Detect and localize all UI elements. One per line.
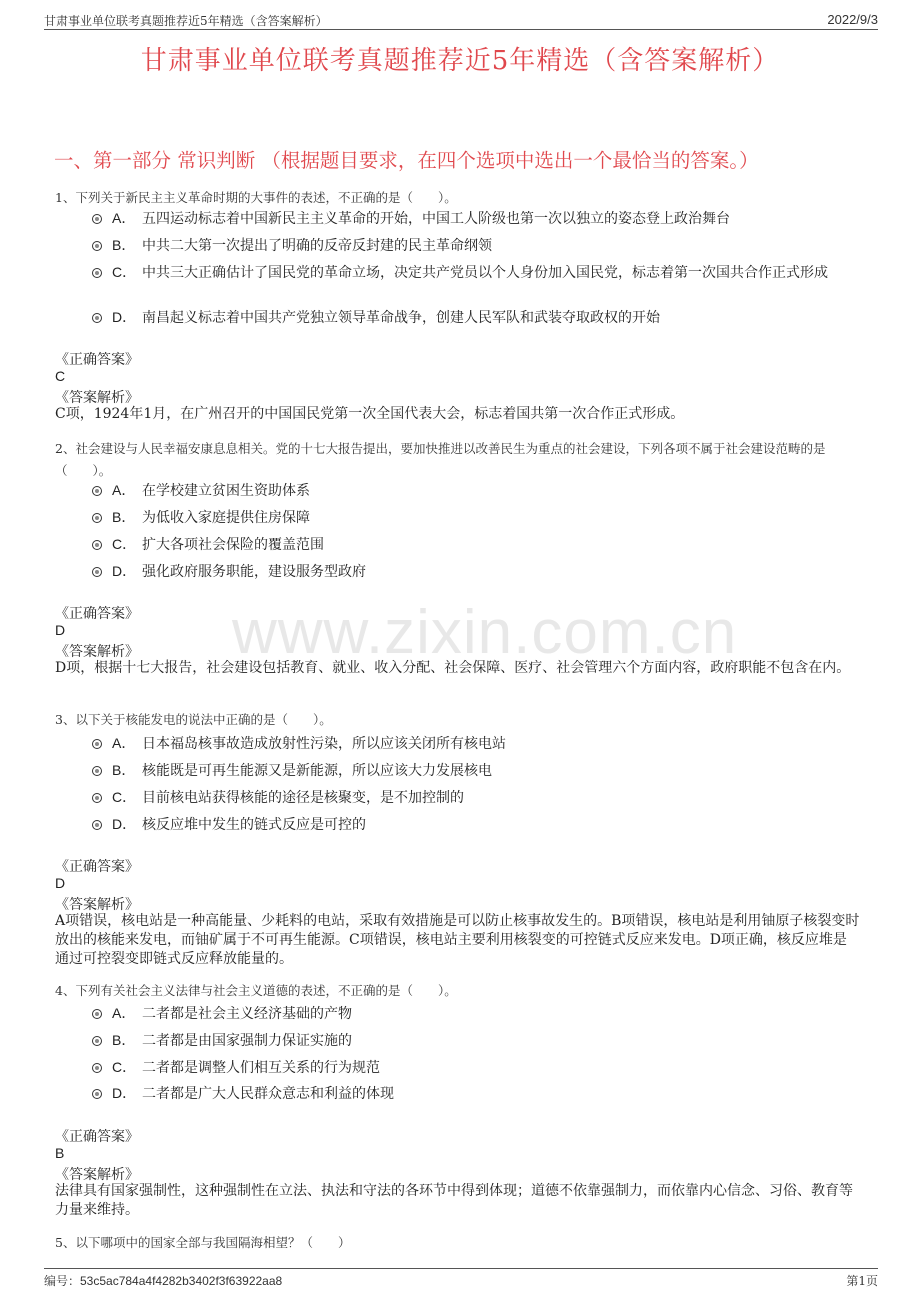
question-2-text: 2、社会建设与人民幸福安康息息相关。党的十七大报告提出，要加快推进以改善民生为重点的社会建设，下列各项不属于社会建设范畴的是（ ）。 <box>55 441 826 478</box>
question-3-option-c[interactable]: C． 目前核电站获得核能的途径是核聚变，是不加控制的 <box>92 786 862 810</box>
question-4-text: 4、下列有关社会主义法律与社会主义道德的表述，不正确的是（ ）。 <box>55 983 457 998</box>
radio-icon[interactable] <box>92 793 102 803</box>
analysis-label: 《答案解析》 <box>55 1167 139 1183</box>
radio-icon[interactable] <box>92 1063 102 1073</box>
page-footer <box>44 1272 878 1290</box>
question-1-option-c[interactable]: C． 中共三大正确估计了国民党的革命立场，决定共产党员以个人身份加入国民党，标志着第一次国共合作正式形成 <box>92 261 862 285</box>
question-2-option-d[interactable]: D． 强化政府服务职能，建设服务型政府 <box>92 560 862 584</box>
radio-icon[interactable] <box>92 1036 102 1046</box>
question-4-option-d[interactable]: D． 二者都是广大人民群众意志和利益的体现 <box>92 1082 862 1106</box>
footer-doc-id: 编号：53c5ac784a4f4282b3402f3f63922aa8 <box>44 1274 283 1288</box>
question-3-analysis: A项错误，核电站是一种高能量、少耗料的电站，采取有效措施是可以防止核事故发生的。B项错误，核电站是利用铀原子核裂变时放出的核能来发电，而铀矿属于不可再生能源。C项错误，核电站主要利用核裂变的可控链式反应来发电。D项正确，核反应堆是通过可控裂变即链式反应释放能量的。 <box>55 913 860 967</box>
question-1-option-d[interactable]: D． 南昌起义标志着中国共产党独立领导革命战争，创建人民军队和武装夺取政权的开始 <box>92 306 862 330</box>
radio-icon[interactable] <box>92 567 102 577</box>
footer-divider <box>44 1268 878 1269</box>
correct-answer-label: 《正确答案》 <box>55 352 139 368</box>
question-3-option-a[interactable]: A． 日本福岛核事故造成放射性污染，所以应该关闭所有核电站 <box>92 732 862 756</box>
correct-answer-label: 《正确答案》 <box>55 606 139 622</box>
header-doc-title: 甘肃事业单位联考真题推荐近5年精选（含答案解析） <box>44 14 328 28</box>
radio-icon[interactable] <box>92 313 102 323</box>
question-5-text: 5、以下哪项中的国家全部与我国隔海相望？（ ） <box>55 1235 351 1250</box>
radio-icon[interactable] <box>92 241 102 251</box>
watermark: www.zixin.com.cn <box>232 598 738 667</box>
question-4-analysis: 法律具有国家强制性，这种强制性在立法、执法和守法的各环节中得到体现；道德不依靠强制力，而依靠内心信念、习俗、教育等力量来维持。 <box>55 1183 853 1218</box>
header-date: 2022/9/3 <box>827 12 878 27</box>
header-divider <box>44 29 878 30</box>
radio-icon[interactable] <box>92 1009 102 1019</box>
radio-icon[interactable] <box>92 820 102 830</box>
question-3-text: 3、以下关于核能发电的说法中正确的是（ ）。 <box>55 712 332 727</box>
question-4-option-b[interactable]: B． 二者都是由国家强制力保证实施的 <box>92 1029 862 1053</box>
correct-answer-label: 《正确答案》 <box>55 859 139 875</box>
radio-icon[interactable] <box>92 513 102 523</box>
footer-page-number: 第1页 <box>846 1274 878 1288</box>
section-title: 一、第一部分 常识判断 （根据题目要求，在四个选项中选出一个最恰当的答案。） <box>54 149 759 172</box>
question-1-text: 1、下列关于新民主主义革命时期的大事件的表述，不正确的是（ ）。 <box>55 190 457 205</box>
radio-icon[interactable] <box>92 486 102 496</box>
analysis-label: 《答案解析》 <box>55 644 139 660</box>
question-1-answer: C <box>55 368 66 384</box>
question-4-answer: B <box>55 1145 65 1161</box>
question-3-answer: D <box>55 875 66 891</box>
question-1-option-b[interactable]: B． 中共二大第一次提出了明确的反帝反封建的民主革命纲领 <box>92 234 862 258</box>
radio-icon[interactable] <box>92 540 102 550</box>
correct-answer-label: 《正确答案》 <box>55 1129 139 1145</box>
question-2-option-c[interactable]: C． 扩大各项社会保险的覆盖范围 <box>92 533 862 557</box>
question-1-analysis: C项，1924年1月，在广州召开的中国国民党第一次全国代表大会，标志着国共第一次合作正式形成。 <box>55 406 685 422</box>
page-header <box>44 12 878 30</box>
question-2-option-b[interactable]: B． 为低收入家庭提供住房保障 <box>92 506 862 530</box>
question-2-analysis: D项，根据十七大报告，社会建设包括教育、就业、收入分配、社会保障、医疗、社会管理六个方面内容，政府职能不包含在内。 <box>55 660 851 676</box>
question-2-option-a[interactable]: A． 在学校建立贫困生资助体系 <box>92 479 862 503</box>
analysis-label: 《答案解析》 <box>55 390 139 406</box>
document-title: 甘肃事业单位联考真题推荐近5年精选（含答案解析） <box>140 46 780 76</box>
radio-icon[interactable] <box>92 214 102 224</box>
question-3-option-d[interactable]: D． 核反应堆中发生的链式反应是可控的 <box>92 813 862 837</box>
radio-icon[interactable] <box>92 766 102 776</box>
analysis-label: 《答案解析》 <box>55 897 139 913</box>
question-4-option-c[interactable]: C． 二者都是调整人们相互关系的行为规范 <box>92 1056 862 1080</box>
question-3-option-b[interactable]: B． 核能既是可再生能源又是新能源，所以应该大力发展核电 <box>92 759 862 783</box>
radio-icon[interactable] <box>92 1089 102 1099</box>
radio-icon[interactable] <box>92 739 102 749</box>
question-1-option-a[interactable]: A． 五四运动标志着中国新民主主义革命的开始，中国工人阶级也第一次以独立的姿态登上政治舞台 <box>92 207 862 231</box>
question-4-option-a[interactable]: A． 二者都是社会主义经济基础的产物 <box>92 1002 862 1026</box>
radio-icon[interactable] <box>92 268 102 278</box>
question-2-answer: D <box>55 622 66 638</box>
